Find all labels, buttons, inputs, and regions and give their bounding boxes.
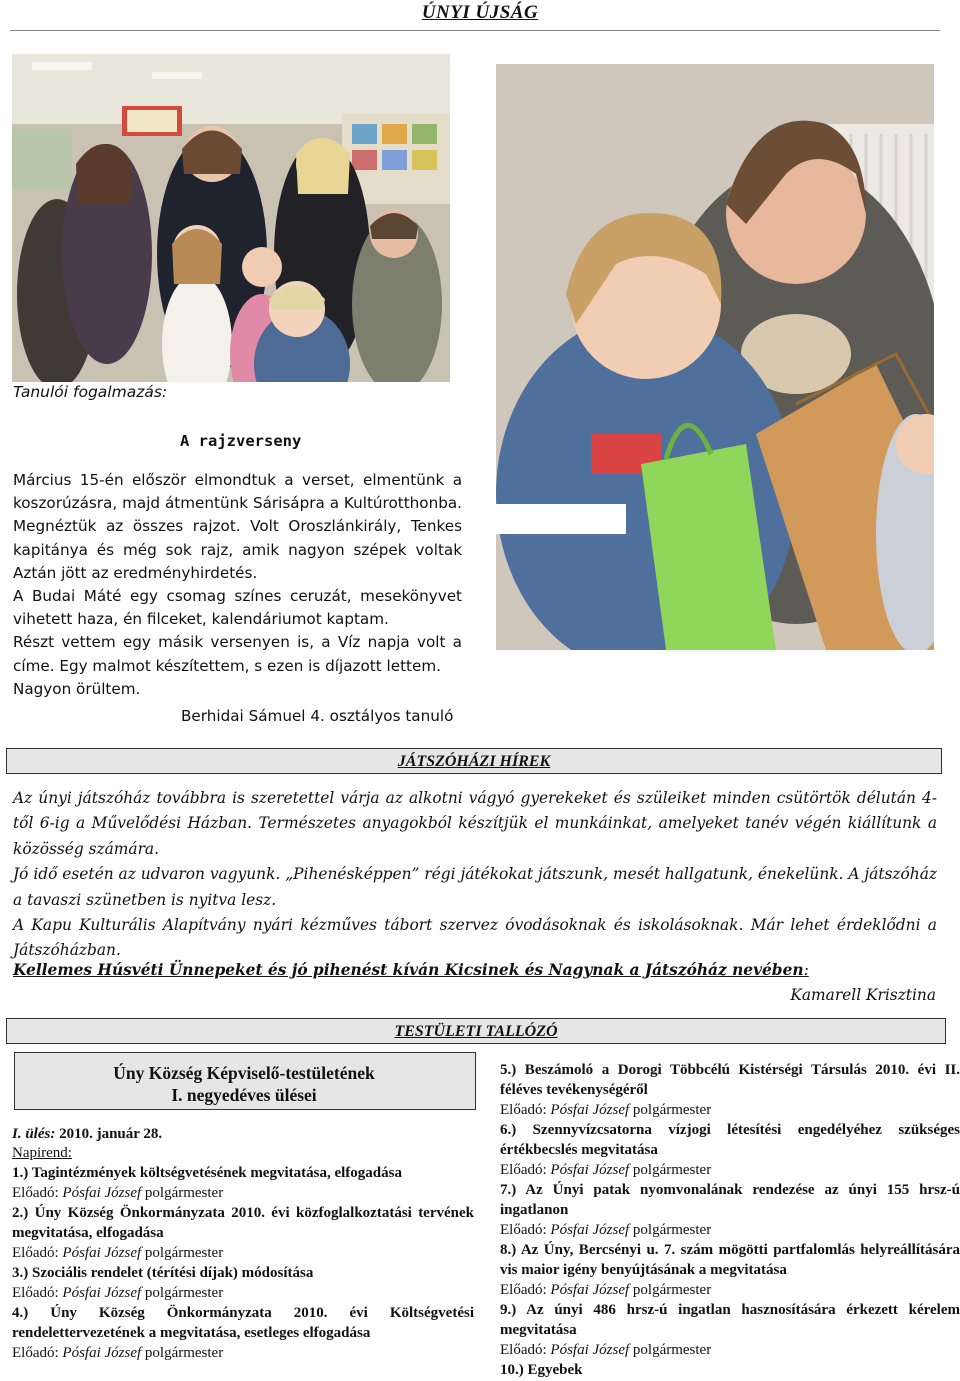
agenda-item-title: 6.) Szennyvízcsatorna vízjogi létesítési engedélyéhez szükséges értékbecslés megvitatása — [500, 1122, 960, 1158]
agenda-item-title: 7.) Az Únyi patak nyomvonalának rendezése az únyi 155 hrsz-ú ingatlanon — [500, 1182, 960, 1218]
agenda-item-title: 2.) Úny Község Önkormányzata 2010. évi közfoglalkoztatási tervének megvitatása, elfogadása — [12, 1205, 474, 1241]
essay-body — [13, 469, 462, 701]
essay-paragraph: A Budai Máté egy csomag színes ceruzát, mesekönyvet vihetett haza, én filceket, kalendáriumot kaptam. — [13, 587, 462, 629]
agenda-item — [12, 1263, 474, 1303]
agenda-item — [12, 1203, 474, 1263]
playhouse-body — [13, 786, 937, 964]
council-heading-line2: I. negyedéves ülései — [171, 1085, 317, 1105]
agenda-item-title: 9.) Az únyi 486 hrsz-ú ingatlan hasznosítására érkezett kérelem megvitatása — [500, 1302, 960, 1338]
playhouse-paragraph: Jó idő esetén az udvaron vagyunk. „Pihenésképpen” régi játékokat játszunk, mesét hallgatunk, énekelünk. A játszóház a tavaszi szünetben is nyitva lesz. — [13, 865, 937, 909]
greeting-end: : — [803, 961, 809, 979]
section-banner-playhouse: JÁTSZÓHÁZI HÍREK — [6, 748, 942, 774]
playhouse-author: Kamarell Krisztina — [790, 986, 936, 1004]
agenda-item-presenter: Előadó: Pósfai József polgármester — [500, 1162, 712, 1178]
agenda-item-title: 3.) Szociális rendelet (térítési díjak) módosítása — [12, 1265, 314, 1281]
agenda-item-title: 8.) Az Úny, Bercsényi u. 7. szám mögötti partfalomlás helyreállítására vis maior igény benyújtásának a megvitatása — [500, 1242, 960, 1278]
agenda-item-title: 1.) Tagintézmények költségvetésének megvitatása, elfogadása — [12, 1165, 402, 1181]
essay-author: Berhidai Sámuel 4. osztályos tanuló — [181, 707, 454, 725]
greeting-text: Kellemes Húsvéti Ünnepeket és jó pihenést kíván Kicsinek és Nagynak a Játszóház nevében — [13, 961, 804, 979]
playhouse-paragraph: A Kapu Kulturális Alapítvány nyári kézműves tábort szervez óvodásoknak és iskolásoknak. Már lehet érdeklődni a Játszóházban. — [13, 916, 937, 960]
essay-paragraph: Nagyon örültem. — [13, 679, 141, 698]
section-banner-council: TESTÜLETI TALLÓZÓ — [6, 1018, 946, 1044]
council-heading — [14, 1062, 474, 1106]
agenda-item-title: 10.) Egyebek — [500, 1362, 583, 1378]
essay-label: Tanulói fogalmazás: — [13, 383, 168, 401]
agenda-list-left — [12, 1163, 474, 1363]
agenda-item — [12, 1163, 474, 1203]
agenda-item-title: 4.) Úny Község Önkormányzata 2010. évi Költségvetési rendelettervezetének a megvitatása, esetleges elfogadása — [12, 1305, 474, 1341]
meeting-label: I. ülés: — [12, 1126, 56, 1142]
photo-children-group — [12, 54, 450, 382]
agenda-item-presenter: Előadó: Pósfai József polgármester — [12, 1285, 224, 1301]
newspaper-title: ÚNYI ÚJSÁG — [421, 2, 539, 23]
header-rule — [10, 30, 940, 31]
agenda-item-presenter: Előadó: Pósfai József polgármester — [500, 1342, 712, 1358]
agenda-item — [500, 1180, 960, 1240]
meeting-heading — [12, 1124, 162, 1144]
agenda-item-title: 5.) Beszámoló a Dorogi Többcélú Kistérségi Társulás 2010. évi II. féléves tevékenységéről — [500, 1062, 960, 1098]
agenda-item-presenter: Előadó: Pósfai József polgármester — [500, 1102, 712, 1118]
agenda-item — [12, 1303, 474, 1363]
council-heading-line1: Úny Község Képviselő-testületének — [113, 1063, 375, 1083]
meeting-date: 2010. január 28. — [55, 1126, 163, 1142]
playhouse-paragraph: Az únyi játszóház továbbra is szeretettel várja az alkotni vágyó gyerekeket és szüleiket minden csütörtök délután 4-től 6-ig a Művelődési Házban. Természetes anyagokból készítjük el munkáinkat, amelyeket tanév végén kiállítunk a közösség számára. — [13, 789, 937, 858]
agenda-item-presenter: Előadó: Pósfai József polgármester — [12, 1345, 224, 1361]
agenda-label: Napirend: — [12, 1145, 72, 1161]
agenda-item — [500, 1060, 960, 1120]
essay-paragraph: Március 15-én először elmondtuk a verset, elmentünk a koszorúzásra, majd átmentünk Sárisápra a Kultúrotthonba. Megnéztük az összes rajzot. Volt Oroszlánkirály, Tenkes kapitánya és még sok rajz, amik nagyon szépek voltak Aztán jött az eredményhirdetés. — [13, 471, 462, 582]
agenda-list-right — [500, 1060, 960, 1380]
agenda-item-presenter: Előadó: Pósfai József polgármester — [500, 1282, 712, 1298]
essay-title: A rajzverseny — [180, 432, 302, 450]
agenda-item — [500, 1300, 960, 1360]
agenda-item — [500, 1120, 960, 1180]
essay-paragraph: Részt vettem egy másik versenyen is, a Víz napja volt a címe. Egy malmot készítettem, s ezen is díjazott lettem. — [13, 633, 462, 675]
agenda-item — [500, 1240, 960, 1300]
agenda-item-presenter: Előadó: Pósfai József polgármester — [500, 1222, 712, 1238]
agenda-item-presenter: Előadó: Pósfai József polgármester — [12, 1245, 224, 1261]
photo-boys-with-bags — [496, 64, 934, 650]
easter-greeting — [13, 958, 937, 983]
agenda-item-presenter: Előadó: Pósfai József polgármester — [12, 1185, 224, 1201]
